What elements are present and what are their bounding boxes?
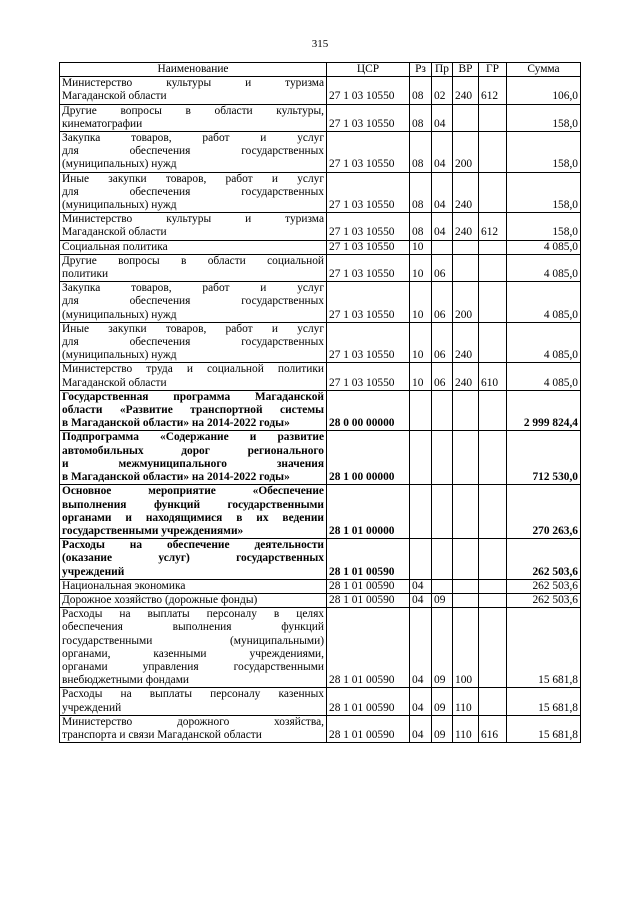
row-name-line: и межмуниципального значения: [62, 457, 324, 470]
row-sum: 262 503,6: [507, 539, 581, 580]
row-name-line: Магаданской области: [62, 90, 167, 103]
row-name-line: автомобильных дорог регионального: [62, 444, 324, 457]
row-name-line: Национальная экономика: [62, 579, 186, 592]
row-gr: 616: [479, 715, 507, 742]
table-row: [60, 431, 581, 485]
row-name-line: для обеспечения государственных: [62, 336, 324, 349]
table-row: [60, 715, 581, 742]
row-name: [60, 431, 327, 485]
row-vr: 110: [453, 688, 479, 715]
row-rz: 08: [410, 77, 432, 104]
row-vr: [453, 240, 479, 254]
row-rz: 08: [410, 132, 432, 173]
row-csr: 27 1 03 10550: [327, 104, 410, 131]
row-rz: [410, 390, 432, 431]
row-sum: 15 681,8: [507, 608, 581, 688]
row-csr: 28 1 01 00000: [327, 485, 410, 539]
table-row: [60, 539, 581, 580]
row-name-line: Другие вопросы в области социальной: [62, 254, 324, 267]
table-row: [60, 213, 581, 240]
row-pr: 09: [432, 608, 453, 688]
row-rz: 10: [410, 254, 432, 281]
header-gr: ГР: [479, 63, 507, 77]
row-vr: [453, 431, 479, 485]
row-rz: 04: [410, 579, 432, 593]
header-name: Наименование: [60, 63, 327, 77]
budget-table: [59, 62, 581, 743]
row-sum: 262 503,6: [507, 593, 581, 607]
row-name-line: учреждений: [62, 565, 125, 578]
row-name-line: органами, казенными учреждениями,: [62, 647, 324, 660]
row-pr: 04: [432, 132, 453, 173]
table-row: [60, 104, 581, 131]
row-name: [60, 688, 327, 715]
row-sum: 4 085,0: [507, 363, 581, 390]
table-row: [60, 485, 581, 539]
row-name-line: Министерство культуры и туризма: [62, 213, 324, 226]
row-rz: 04: [410, 688, 432, 715]
row-csr: 27 1 03 10550: [327, 172, 410, 213]
row-sum: 15 681,8: [507, 715, 581, 742]
row-vr: 240: [453, 213, 479, 240]
row-sum: 4 085,0: [507, 282, 581, 323]
row-sum: 158,0: [507, 213, 581, 240]
row-name-line: кинематографии: [62, 117, 143, 130]
row-rz: 08: [410, 172, 432, 213]
row-rz: [410, 539, 432, 580]
row-name-line: Подпрограмма «Содержание и развитие: [62, 431, 324, 444]
row-name-line: Расходы на выплаты персоналу в целях: [62, 608, 324, 621]
row-name: [60, 608, 327, 688]
row-name-line: Министерство дорожного хозяйства,: [62, 715, 324, 728]
row-sum: 262 503,6: [507, 579, 581, 593]
header-sum: Сумма: [507, 63, 581, 77]
row-gr: [479, 579, 507, 593]
header-rz: Рз: [410, 63, 432, 77]
row-name-line: Министерство труда и социальной политики: [62, 363, 324, 376]
row-gr: [479, 390, 507, 431]
row-pr: 06: [432, 363, 453, 390]
row-sum: 4 085,0: [507, 322, 581, 363]
row-csr: 28 1 01 00590: [327, 579, 410, 593]
row-pr: [432, 390, 453, 431]
row-gr: [479, 485, 507, 539]
table-row: [60, 172, 581, 213]
row-sum: 106,0: [507, 77, 581, 104]
row-name-line: Магаданской области: [62, 226, 167, 239]
row-name: [60, 132, 327, 173]
row-name: [60, 593, 327, 607]
table-row: [60, 282, 581, 323]
row-pr: [432, 485, 453, 539]
row-gr: [479, 172, 507, 213]
row-name: [60, 213, 327, 240]
header-vr: ВР: [453, 63, 479, 77]
row-gr: [479, 282, 507, 323]
row-rz: 08: [410, 213, 432, 240]
row-name: [60, 240, 327, 254]
row-pr: 09: [432, 688, 453, 715]
row-csr: 27 1 03 10550: [327, 77, 410, 104]
row-gr: [479, 240, 507, 254]
row-csr: 27 1 03 10550: [327, 322, 410, 363]
row-rz: 10: [410, 363, 432, 390]
row-csr: 28 0 00 00000: [327, 390, 410, 431]
row-vr: 200: [453, 132, 479, 173]
row-gr: [479, 132, 507, 173]
row-gr: [479, 688, 507, 715]
row-name-line: для обеспечения государственных: [62, 145, 324, 158]
row-name-line: (муниципальных) нужд: [62, 349, 177, 362]
row-name-line: государственными учреждениями»: [62, 524, 244, 537]
row-vr: [453, 539, 479, 580]
row-name-line: выполнения функций государственными: [62, 498, 324, 511]
row-rz: 10: [410, 322, 432, 363]
row-name: [60, 390, 327, 431]
row-csr: 28 1 01 00590: [327, 539, 410, 580]
row-vr: [453, 593, 479, 607]
row-name: [60, 322, 327, 363]
row-name-line: (муниципальных) нужд: [62, 158, 177, 171]
row-pr: 09: [432, 593, 453, 607]
row-gr: [479, 254, 507, 281]
row-gr: 610: [479, 363, 507, 390]
row-pr: [432, 240, 453, 254]
row-vr: 100: [453, 608, 479, 688]
row-csr: 27 1 03 10550: [327, 254, 410, 281]
row-gr: [479, 593, 507, 607]
row-rz: 04: [410, 715, 432, 742]
row-name-line: Государственная программа Магаданской: [62, 390, 324, 403]
row-name-line: Расходы на обеспечение деятельности: [62, 539, 324, 552]
row-gr: [479, 322, 507, 363]
row-sum: 158,0: [507, 172, 581, 213]
row-csr: 27 1 03 10550: [327, 240, 410, 254]
table-row: [60, 363, 581, 390]
page-number: 315: [311, 38, 329, 50]
row-gr: [479, 431, 507, 485]
row-name: [60, 485, 327, 539]
row-rz: [410, 431, 432, 485]
table-row: [60, 688, 581, 715]
table-row: [60, 132, 581, 173]
table-body: [60, 77, 581, 743]
table-header-row: [60, 63, 581, 77]
row-gr: 612: [479, 77, 507, 104]
row-name-line: Закупка товаров, работ и услуг: [62, 282, 324, 295]
row-name: [60, 363, 327, 390]
row-pr: 02: [432, 77, 453, 104]
row-sum: 270 263,6: [507, 485, 581, 539]
row-rz: 10: [410, 240, 432, 254]
row-name-line: области «Развитие транспортной системы: [62, 404, 324, 417]
row-vr: [453, 579, 479, 593]
row-csr: 28 1 01 00590: [327, 715, 410, 742]
row-pr: 06: [432, 322, 453, 363]
row-name: [60, 539, 327, 580]
row-gr: 612: [479, 213, 507, 240]
row-vr: 240: [453, 172, 479, 213]
row-name-line: (муниципальных) нужд: [62, 308, 177, 321]
row-csr: 27 1 03 10550: [327, 363, 410, 390]
row-rz: 08: [410, 104, 432, 131]
table-row: [60, 390, 581, 431]
row-pr: [432, 431, 453, 485]
row-gr: [479, 608, 507, 688]
row-csr: 27 1 03 10550: [327, 213, 410, 240]
row-name: [60, 172, 327, 213]
row-rz: 10: [410, 282, 432, 323]
row-gr: [479, 539, 507, 580]
row-name-line: Иные закупки товаров, работ и услуг: [62, 172, 324, 185]
row-name: [60, 579, 327, 593]
row-name-line: Другие вопросы в области культуры,: [62, 104, 324, 117]
row-vr: 200: [453, 282, 479, 323]
row-csr: 27 1 03 10550: [327, 282, 410, 323]
table-row: [60, 322, 581, 363]
row-sum: 2 999 824,4: [507, 390, 581, 431]
table-row: [60, 579, 581, 593]
row-name: [60, 77, 327, 104]
row-sum: 158,0: [507, 104, 581, 131]
row-sum: 15 681,8: [507, 688, 581, 715]
row-name-line: Иные закупки товаров, работ и услуг: [62, 322, 324, 335]
row-vr: 240: [453, 363, 479, 390]
row-name-line: Социальная политика: [62, 240, 168, 253]
row-vr: 240: [453, 77, 479, 104]
row-vr: 110: [453, 715, 479, 742]
row-csr: 27 1 03 10550: [327, 132, 410, 173]
row-pr: 04: [432, 213, 453, 240]
row-name-line: (оказание услуг) государственных: [62, 552, 324, 565]
row-pr: 06: [432, 282, 453, 323]
row-name-line: органами управления государственными: [62, 660, 324, 673]
row-rz: 04: [410, 593, 432, 607]
row-name-line: Магаданской области: [62, 376, 167, 389]
row-name-line: политики: [62, 268, 109, 281]
row-pr: [432, 579, 453, 593]
row-vr: [453, 485, 479, 539]
row-vr: [453, 104, 479, 131]
row-name-line: обеспечения выполнения функций: [62, 621, 324, 634]
table-row: [60, 593, 581, 607]
row-name-line: учреждений: [62, 701, 122, 714]
row-name-line: государственными (муниципальными): [62, 634, 324, 647]
table-row: [60, 240, 581, 254]
row-vr: [453, 254, 479, 281]
row-vr: 240: [453, 322, 479, 363]
row-name-line: Расходы на выплаты персоналу казенных: [62, 688, 324, 701]
row-name: [60, 282, 327, 323]
row-name-line: в Магаданской области» на 2014-2022 годы»: [62, 417, 290, 430]
row-name: [60, 715, 327, 742]
row-name-line: Закупка товаров, работ и услуг: [62, 132, 324, 145]
row-vr: [453, 390, 479, 431]
row-gr: [479, 104, 507, 131]
table-row: [60, 254, 581, 281]
row-csr: 28 1 01 00590: [327, 688, 410, 715]
row-name: [60, 104, 327, 131]
table-row: [60, 608, 581, 688]
row-name-line: для обеспечения государственных: [62, 295, 324, 308]
row-name-line: Основное мероприятие «Обеспечение: [62, 485, 324, 498]
row-name-line: в Магаданской области» на 2014-2022 годы»: [62, 471, 290, 484]
row-sum: 4 085,0: [507, 240, 581, 254]
row-pr: [432, 539, 453, 580]
row-rz: 04: [410, 608, 432, 688]
row-sum: 712 530,0: [507, 431, 581, 485]
row-name: [60, 254, 327, 281]
table-row: [60, 77, 581, 104]
row-name-line: Министерство культуры и туризма: [62, 77, 324, 90]
row-csr: 28 1 01 00590: [327, 593, 410, 607]
row-csr: 28 1 01 00590: [327, 608, 410, 688]
header-pr: Пр: [432, 63, 453, 77]
row-name-line: для обеспечения государственных: [62, 185, 324, 198]
row-name-line: транспорта и связи Магаданской области: [62, 728, 262, 741]
row-pr: 04: [432, 172, 453, 213]
row-pr: 04: [432, 104, 453, 131]
header-csr: ЦСР: [327, 63, 410, 77]
row-pr: 06: [432, 254, 453, 281]
row-rz: [410, 485, 432, 539]
row-name-line: (муниципальных) нужд: [62, 199, 177, 212]
row-sum: 158,0: [507, 132, 581, 173]
row-csr: 28 1 00 00000: [327, 431, 410, 485]
row-name-line: внебюджетными фондами: [62, 674, 190, 687]
row-name-line: органами и находящимися в их ведении: [62, 511, 324, 524]
row-sum: 4 085,0: [507, 254, 581, 281]
row-pr: 09: [432, 715, 453, 742]
row-name-line: Дорожное хозяйство (дорожные фонды): [62, 593, 258, 606]
